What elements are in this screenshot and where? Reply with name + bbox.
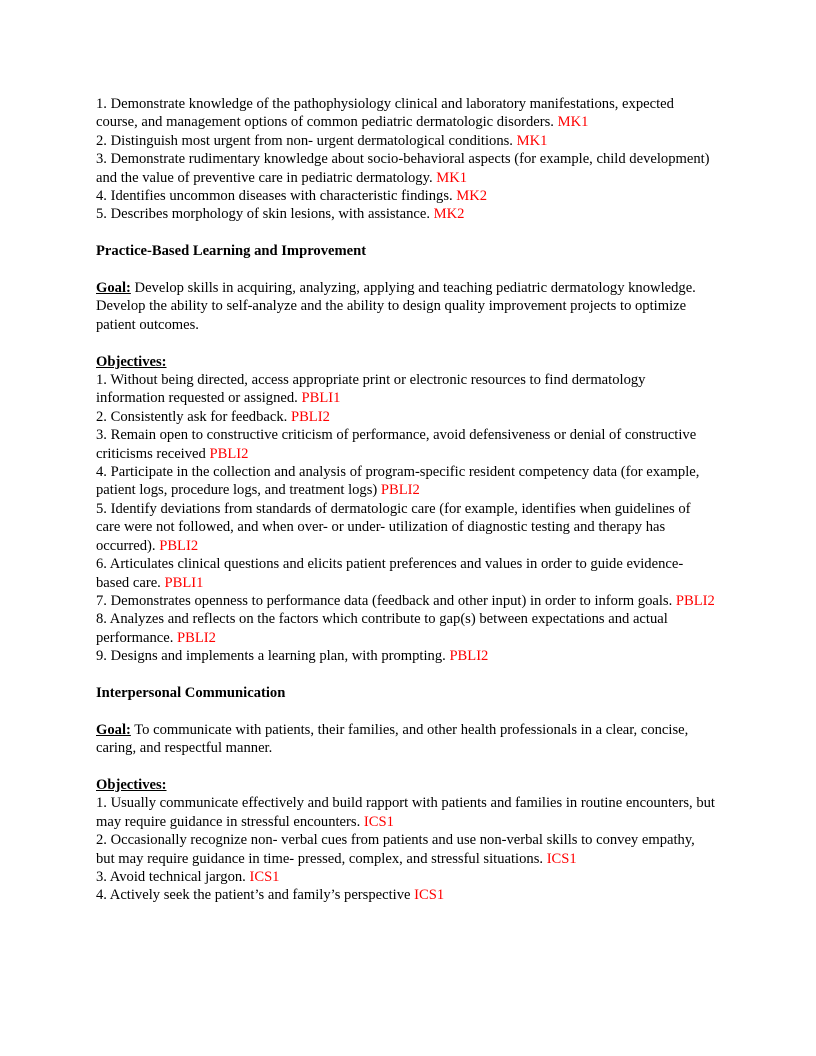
pbli-goal	[96, 279, 716, 334]
competency-code: ICS1	[363, 813, 394, 830]
competency-code: MK2	[433, 206, 465, 223]
competency-code: PBLI2	[675, 592, 715, 609]
ics-objectives-list	[96, 794, 716, 904]
objective-item: 6. Articulates clinical questions and elicits patient preferences and values in order to guide evidence-based care. PBLI1	[96, 556, 684, 591]
objective-item: 3. Avoid technical jargon. ICS1	[96, 868, 280, 885]
objective-item: 4. Identifies uncommon diseases with characteristic findings. MK2	[96, 188, 488, 205]
pbli-objectives-list	[96, 371, 716, 666]
competency-code: PBLI2	[380, 482, 420, 499]
objective-item: 4. Participate in the collection and analysis of program-specific resident competency data (for example, patient logs, procedure logs, and treatment logs) PBLI2	[96, 464, 700, 499]
competency-code: ICS1	[546, 850, 577, 867]
objective-item: 3. Remain open to constructive criticism of performance, avoid defensiveness or denial of constructive criticisms received PBLI2	[96, 427, 697, 462]
competency-code: ICS1	[414, 887, 445, 904]
objective-item: 2. Consistently ask for feedback. PBLI2	[96, 408, 330, 425]
section-heading-ics: Interpersonal Communication	[96, 684, 286, 701]
spacer	[96, 666, 716, 684]
objective-item: 5. Identify deviations from standards of dermatologic care (for example, identifies when guidelines of care were not followed, and when over- or under- utilization of diagnostic testing and therapy has occurred). PBLI2	[96, 500, 691, 554]
competency-code: PBLI2	[449, 648, 489, 665]
spacer	[96, 261, 716, 279]
competency-code: PBLI1	[164, 574, 204, 591]
goal-text: To communicate with patients, their families, and other health professionals in a clear, concise, caring, and respectful manner.	[96, 721, 689, 757]
spacer	[96, 334, 716, 352]
objective-item: 5. Describes morphology of skin lesions, with assistance. MK2	[96, 206, 465, 223]
competency-code: MK1	[516, 132, 548, 149]
competency-code: PBLI2	[290, 408, 330, 425]
competency-code: PBLI1	[301, 390, 341, 407]
goal-label: Goal:	[96, 721, 131, 738]
competency-code: MK1	[436, 169, 468, 186]
objective-item: 9. Designs and implements a learning plan, with prompting. PBLI2	[96, 648, 489, 665]
objective-item: 3. Demonstrate rudimentary knowledge about socio-behavioral aspects (for example, child development) and the value of preventive care in pediatric dermatology. MK1	[96, 151, 710, 186]
document-content	[96, 95, 716, 905]
objective-item: 2. Occasionally recognize non- verbal cues from patients and use non-verbal skills to convey empathy, but may require guidance in time- pressed, complex, and stressful situations. ICS1	[96, 832, 695, 867]
objective-item: 7. Demonstrates openness to performance data (feedback and other input) in order to inform goals. PBLI2	[96, 592, 715, 609]
pbli-objectives-label: Objectives:	[96, 353, 167, 370]
objective-item: 1. Without being directed, access appropriate print or electronic resources to find dermatology information requested or assigned. PBLI1	[96, 372, 646, 407]
medical-knowledge-objectives	[96, 95, 716, 224]
competency-code: PBLI2	[159, 537, 199, 554]
objective-item: 4. Actively seek the patient’s and family’s perspective ICS1	[96, 887, 445, 904]
competency-code: PBLI2	[177, 629, 216, 646]
goal-label: Goal:	[96, 280, 131, 297]
objective-item: 2. Distinguish most urgent from non- urgent dermatological conditions. MK1	[96, 132, 548, 149]
competency-code: ICS1	[249, 868, 280, 885]
ics-goal	[96, 721, 716, 758]
goal-text: Develop skills in acquiring, analyzing, applying and teaching pediatric dermatology knowledge. Develop the ability to self-analyze and the ability to design quality improvement projects to optimize patient outcomes.	[96, 280, 696, 333]
spacer	[96, 224, 716, 242]
competency-code: PBLI2	[209, 445, 249, 462]
spacer	[96, 758, 716, 776]
objective-item: 1. Usually communicate effectively and build rapport with patients and families in routine encounters, but may require guidance in stressful encounters. ICS1	[96, 795, 715, 830]
objective-item: 8. Analyzes and reflects on the factors which contribute to gap(s) between expectations and actual performance. PBLI2	[96, 611, 668, 646]
section-heading-pbli: Practice-Based Learning and Improvement	[96, 243, 367, 260]
ics-objectives-label: Objectives:	[96, 776, 167, 793]
competency-code: MK2	[456, 188, 488, 205]
spacer	[96, 702, 716, 720]
objective-item: 1. Demonstrate knowledge of the pathophysiology clinical and laboratory manifestations, expected course, and management options of common pediatric dermatologic disorders. MK1	[96, 96, 674, 131]
competency-code: MK1	[557, 114, 589, 131]
